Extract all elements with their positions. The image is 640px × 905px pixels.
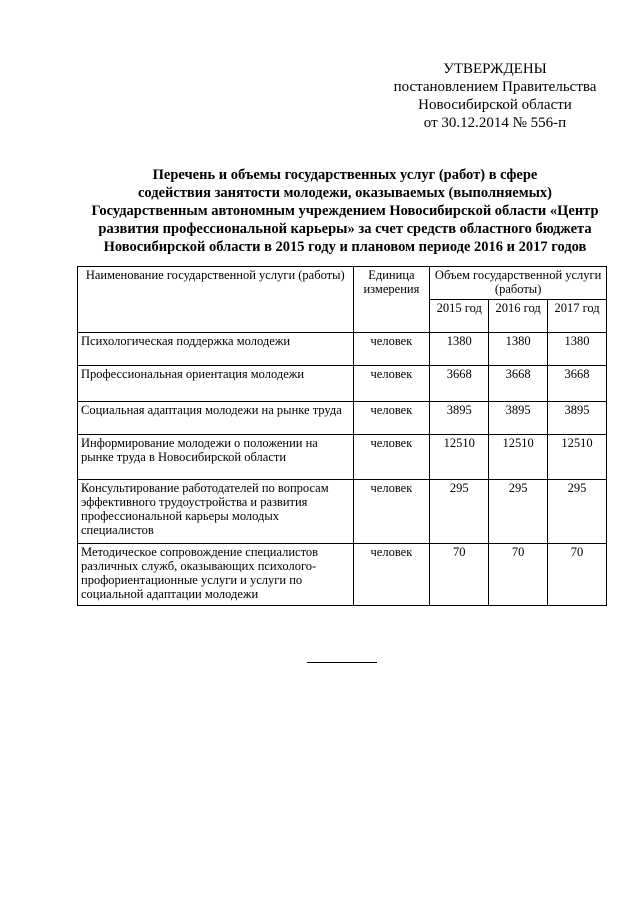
title-line-5: Новосибирской области в 2015 году и плановом периоде 2016 и 2017 годов [103, 239, 587, 255]
value-2016: 3668 [489, 366, 548, 402]
value-2015: 1380 [430, 333, 489, 366]
value-2015: 70 [430, 544, 489, 606]
value-2016: 12510 [489, 435, 548, 480]
approval-line-1: постановлением Правительства [393, 79, 597, 95]
value-2017: 12510 [548, 435, 607, 480]
value-2016: 3895 [489, 402, 548, 435]
value-2016: 1380 [489, 333, 548, 366]
value-2017: 3895 [548, 402, 607, 435]
unit-cell: человек [353, 435, 430, 480]
header-year-2016: 2016 год [489, 300, 548, 333]
approval-line-2: Новосибирской области [418, 97, 572, 113]
title-line-4: развития профессиональной карьеры» за счет средств областного бюджета [98, 221, 592, 237]
service-name: Методическое сопровождение специалистов различных служб, оказывающих психолого-профориентационные услуги и услуги по социальной адаптации молодежи [78, 544, 354, 606]
header-year-2015: 2015 год [430, 300, 489, 333]
unit-cell: человек [353, 366, 430, 402]
value-2015: 12510 [430, 435, 489, 480]
table-row [78, 480, 607, 544]
service-name: Социальная адаптация молодежи на рынке труда [78, 402, 354, 435]
table-row [78, 435, 607, 480]
document-title [60, 166, 630, 256]
service-name: Психологическая поддержка молодежи [78, 333, 354, 366]
unit-cell: человек [353, 544, 430, 606]
header-volume: Объем государственной услуги (работы) [430, 267, 607, 300]
table-row [78, 366, 607, 402]
value-2015: 3895 [430, 402, 489, 435]
header-year-2017: 2017 год [548, 300, 607, 333]
value-2017: 70 [548, 544, 607, 606]
service-name: Консультирование работодателей по вопросам эффективного трудоустройства и развития профессиональной карьеры молодых специалистов [78, 480, 354, 544]
table-row [78, 333, 607, 366]
header-service-name: Наименование государственной услуги (работы) [78, 267, 354, 333]
unit-cell: человек [353, 333, 430, 366]
value-2016: 295 [489, 480, 548, 544]
service-name: Профессиональная ориентация молодежи [78, 366, 354, 402]
header-unit: Единица измерения [353, 267, 430, 333]
approval-line-3: от 30.12.2014 № 556-п [423, 115, 567, 131]
services-table [77, 266, 607, 606]
title-line-1: Перечень и объемы государственных услуг (работ) в сфере [152, 167, 538, 183]
table-row [78, 544, 607, 606]
header-row [78, 267, 607, 300]
value-2017: 3668 [548, 366, 607, 402]
value-2015: 295 [430, 480, 489, 544]
approval-heading: УТВЕРЖДЕНЫ [443, 61, 547, 77]
title-line-3: Государственным автономным учреждением Новосибирской области «Центр [91, 203, 599, 219]
unit-cell: человек [353, 480, 430, 544]
value-2015: 3668 [430, 366, 489, 402]
value-2016: 70 [489, 544, 548, 606]
value-2017: 295 [548, 480, 607, 544]
approval-stamp [380, 60, 610, 132]
service-name: Информирование молодежи о положении на рынке труда в Новосибирской области [78, 435, 354, 480]
unit-cell: человек [353, 402, 430, 435]
table-row [78, 402, 607, 435]
end-divider [307, 662, 377, 663]
value-2017: 1380 [548, 333, 607, 366]
title-line-2: содействия занятости молодежи, оказываемых (выполняемых) [137, 185, 552, 201]
